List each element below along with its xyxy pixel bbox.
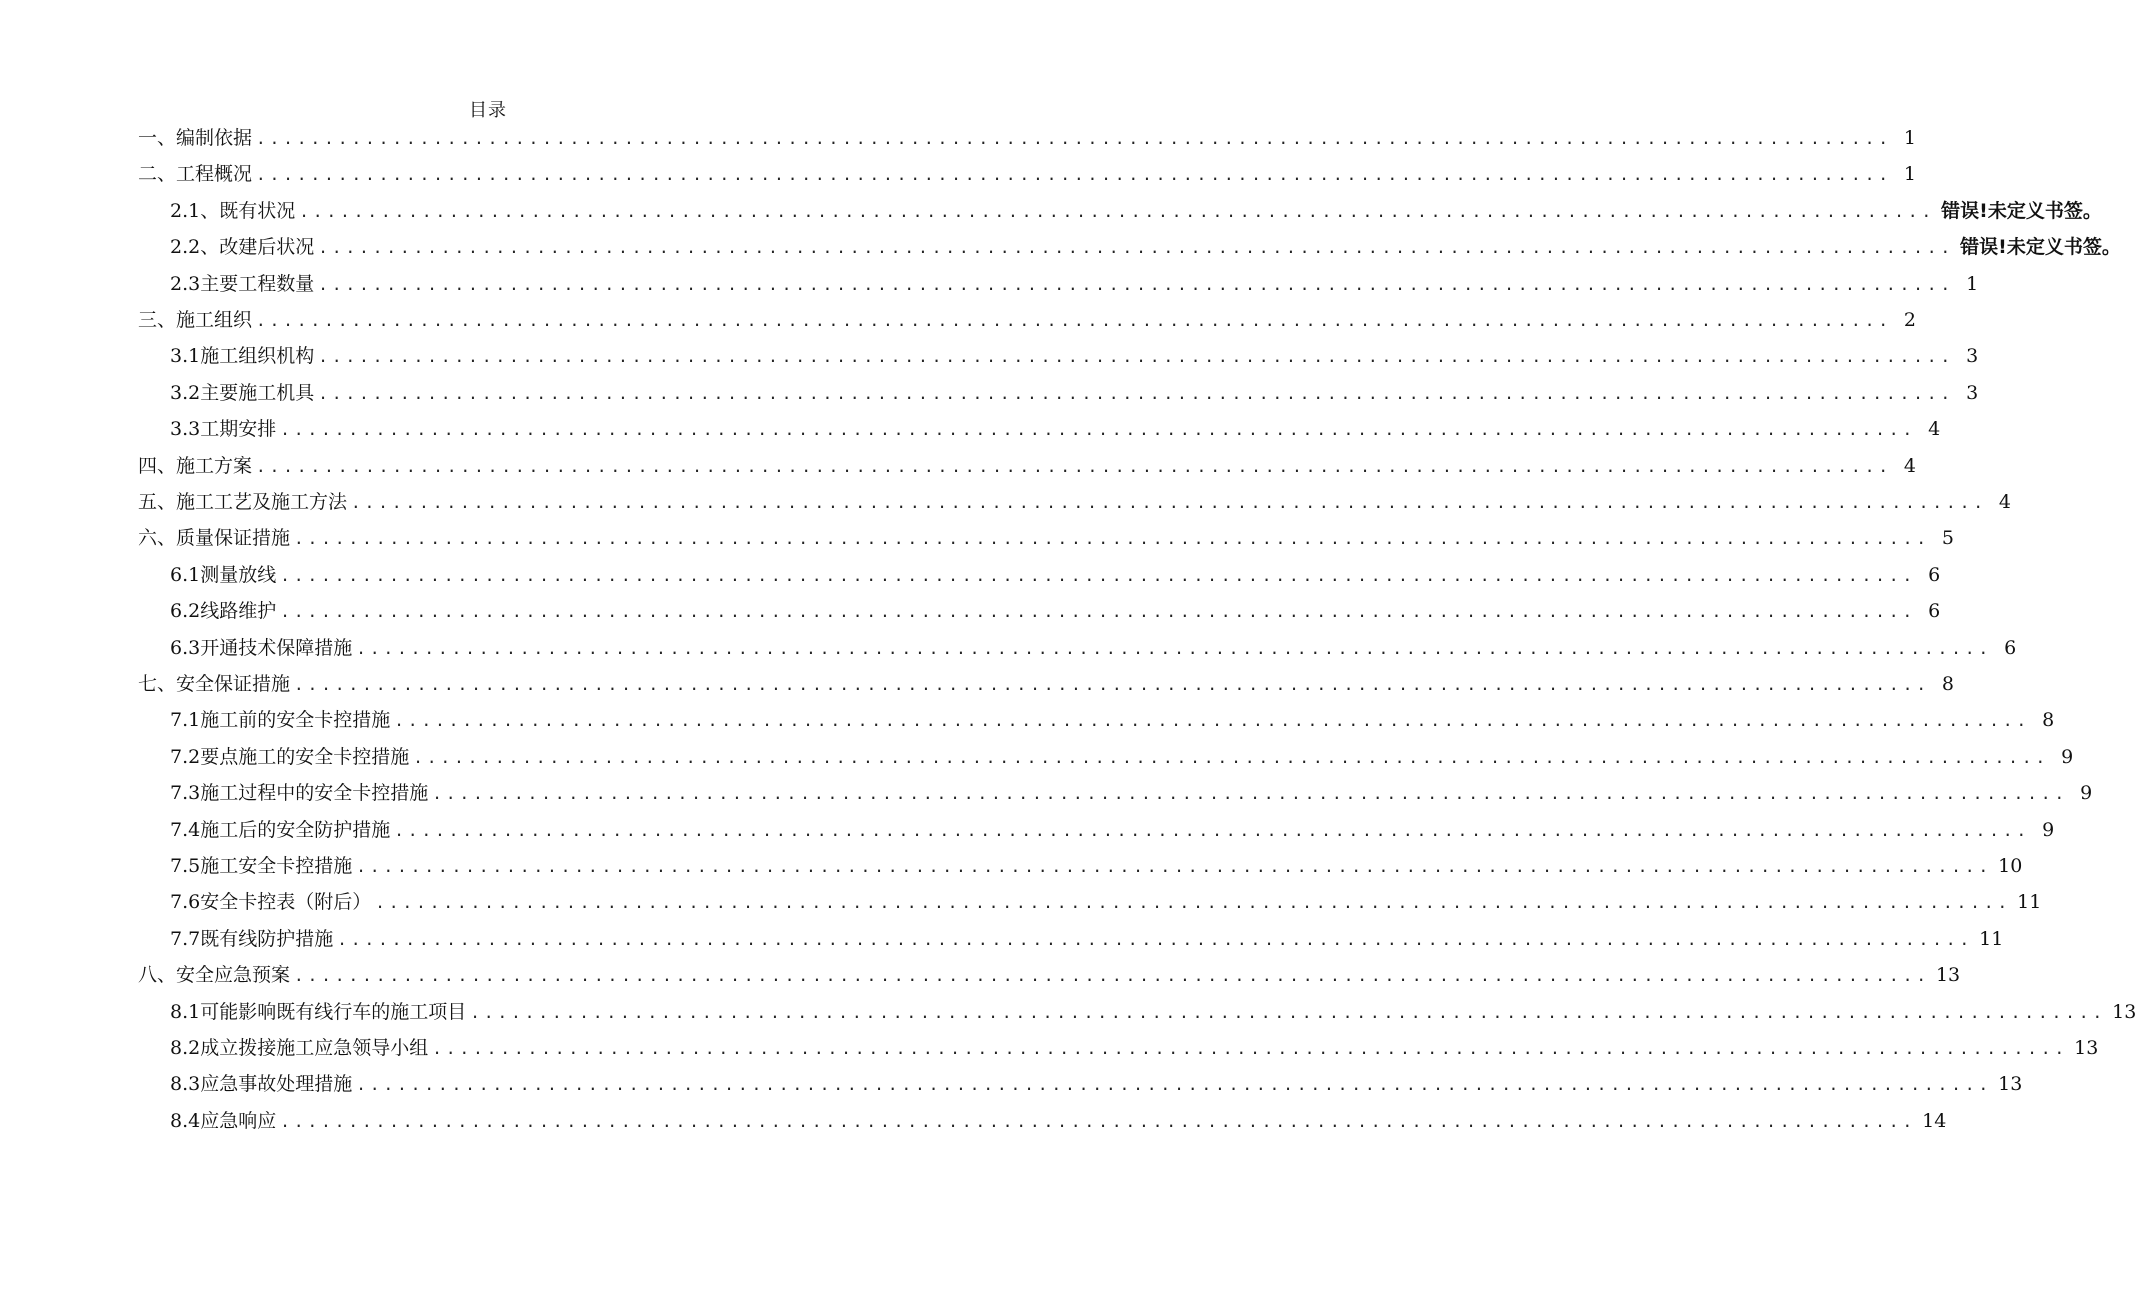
toc-entry-page-number: 1 [1966,272,1979,295]
toc-leader-dots: ........................................................................................................................ [256,129,1892,148]
toc-entry-label: 二、工程概况 [138,163,253,186]
toc-entry-label: 2.1、既有状况 [170,199,296,222]
toc-entry-page-number: 9 [2080,782,2093,805]
toc-entry-label: 八、安全应急预案 [138,964,291,987]
toc-entry[interactable] [170,1066,2023,1102]
toc-entry[interactable] [170,994,2136,1030]
toc-leader-dots: ........................................................................................................................ [375,893,2012,913]
toc-entry-page-number: 4 [1928,418,1941,441]
toc-entry-page-number: 13 [1935,964,1961,987]
toc-entry-label: 7.3施工过程中的安全卡控措施 [170,782,429,805]
toc-entry-label: 四、施工方案 [138,454,253,477]
toc-entry-label: 7.4施工后的安全防护措施 [170,818,391,841]
toc-entry[interactable] [170,338,1979,374]
toc-entry-label: 8.2成立拨接施工应急领导小组 [170,1037,429,1059]
toc-entry[interactable] [138,484,2011,520]
toc-entry[interactable] [170,411,1941,447]
toc-entry[interactable] [170,739,2074,775]
toc-entry[interactable] [170,1103,1947,1139]
toc-entry-page-number: 9 [2061,745,2074,768]
toc-title: 目录 [469,100,507,121]
toc-entry[interactable] [170,1030,2099,1066]
toc-leader-dots: ........................................................................................................................ [294,966,1930,986]
toc-leader-dots: ........................................................................................................................ [413,747,2050,767]
toc-entry-label: 3.2主要施工机具 [170,381,315,404]
toc-entry-label: 6.2线路维护 [170,600,277,623]
toc-leader-dots: ........................................................................................................................ [356,638,1993,658]
toc-entry[interactable] [138,957,1961,993]
toc-entry-label: 6.1测量放线 [170,563,277,586]
toc-entry-page-number: 13 [1998,1073,2023,1096]
toc-entry-page-number: 3 [1966,381,1979,404]
toc-leader-dots: ........................................................................................................................ [318,238,1955,258]
toc-leader-dots: ........................................................................................................................ [356,857,1993,876]
toc-entry-page-number: 6 [2004,636,2017,659]
toc-entry-page-number: 6 [1928,563,1941,586]
toc-entry-label: 8.1可能影响既有线行车的施工项目 [170,1000,467,1023]
toc-entry[interactable] [170,812,2055,848]
toc-entry-page-number: 4 [1998,491,2011,513]
toc-entry-error-text: 错误!未定义书签。 [1960,236,2121,259]
toc-leader-dots: ........................................................................................................................ [280,1111,1917,1131]
toc-entry-page-number: 13 [2074,1037,2099,1059]
toc-entry-page-number: 4 [1903,454,1916,477]
toc-entry[interactable] [138,120,1916,156]
toc-leader-dots: ........................................................................................................................ [256,456,1892,476]
toc-entry-page-number: 2 [1903,309,1916,331]
toc-leader-dots: ........................................................................................................................ [470,1002,2107,1022]
toc-entry-page-number: 11 [1979,927,2004,950]
toc-entry-label: 一、编制依据 [138,127,253,149]
toc-entry-label: 七、安全保证措施 [138,673,291,695]
toc-entry[interactable] [170,375,1979,411]
toc-entry[interactable] [170,266,1979,302]
toc-entry[interactable] [170,630,2017,666]
toc-leader-dots: ........................................................................................................................ [280,602,1917,622]
toc-entry-label: 7.5施工安全卡控措施 [170,855,353,877]
toc-entry[interactable] [170,702,2055,738]
toc-leader-dots: ........................................................................................................................ [280,420,1917,440]
toc-entry-label: 7.7既有线防护措施 [170,927,334,950]
toc-entry[interactable] [170,557,1941,593]
toc-entry[interactable] [170,593,1941,629]
toc-entry-label: 8.3应急事故处理措施 [170,1073,353,1096]
toc-entry-label: 7.2要点施工的安全卡控措施 [170,745,410,768]
toc-leader-dots: ........................................................................................................................ [394,820,2031,840]
toc-entry-page-number: 13 [2112,1000,2136,1023]
toc-entry-page-number: 8 [1941,673,1954,695]
toc-entry[interactable] [170,848,2023,884]
toc-entry[interactable] [170,229,2121,265]
toc-entry[interactable] [138,302,1916,338]
toc-entry-page-number: 11 [2017,891,2042,914]
toc-entry[interactable] [170,775,2093,811]
toc-entry-label: 3.3工期安排 [170,418,277,441]
toc-entry-page-number: 3 [1966,345,1979,368]
toc-entry-page-number: 8 [2042,709,2055,732]
toc-entry-page-number: 1 [1903,163,1916,186]
toc-entry-page-number: 9 [2042,818,2055,841]
toc-entry[interactable] [138,666,1954,702]
toc-entry[interactable] [170,884,2042,920]
toc-leader-dots: ........................................................................................................................ [294,529,1930,549]
toc-leader-dots: ........................................................................................................................ [294,675,1930,694]
toc-entry-label: 2.3主要工程数量 [170,272,315,295]
toc-leader-dots: ........................................................................................................................ [256,311,1892,330]
toc-entry[interactable] [138,448,1916,484]
toc-entry-page-number: 1 [1903,127,1916,149]
toc-leader-dots: ........................................................................................................................ [318,347,1955,367]
toc-leader-dots: ........................................................................................................................ [256,165,1892,185]
toc-entry[interactable] [138,156,1916,192]
toc-entry-label: 7.1施工前的安全卡控措施 [170,709,391,732]
toc-leader-dots: ........................................................................................................................ [432,784,2069,804]
toc-leader-dots: ........................................................................................................................ [356,1075,1993,1095]
toc-entry-page-number: 5 [1941,527,1954,550]
toc-entry-label: 3.1施工组织机构 [170,345,315,368]
toc-entry[interactable] [170,193,2102,229]
toc-entry-page-number: 6 [1928,600,1941,623]
toc-leader-dots: ........................................................................................................................ [337,929,1974,949]
toc-leader-dots: ........................................................................................................................ [318,383,1955,403]
toc-entry-label: 六、质量保证措施 [138,527,291,550]
toc-entry[interactable] [138,520,1954,556]
toc-entry-label: 6.3开通技术保障措施 [170,636,353,659]
toc-entry-error-text: 错误!未定义书签。 [1941,199,2102,222]
toc-entry-label: 2.2、改建后状况 [170,236,315,259]
toc-leader-dots: ........................................................................................................................ [394,711,2031,731]
toc-entry-label: 五、施工工艺及施工方法 [138,491,348,513]
toc-leader-dots: ........................................................................................................................ [280,565,1917,585]
toc-entry-page-number: 10 [1998,855,2023,877]
toc-entry[interactable] [170,921,2004,957]
toc-leader-dots: ........................................................................................................................ [432,1039,2069,1058]
toc-entry-page-number: 14 [1922,1109,1947,1132]
toc-leader-dots: ........................................................................................................................ [299,201,1936,221]
toc-entry-label: 三、施工组织 [138,309,253,331]
toc-entry-label: 7.6安全卡控表（附后） [170,891,372,914]
toc-entry-label: 8.4应急响应 [170,1109,277,1132]
toc-leader-dots: ........................................................................................................................ [351,493,1987,512]
toc-leader-dots: ........................................................................................................................ [318,274,1955,294]
